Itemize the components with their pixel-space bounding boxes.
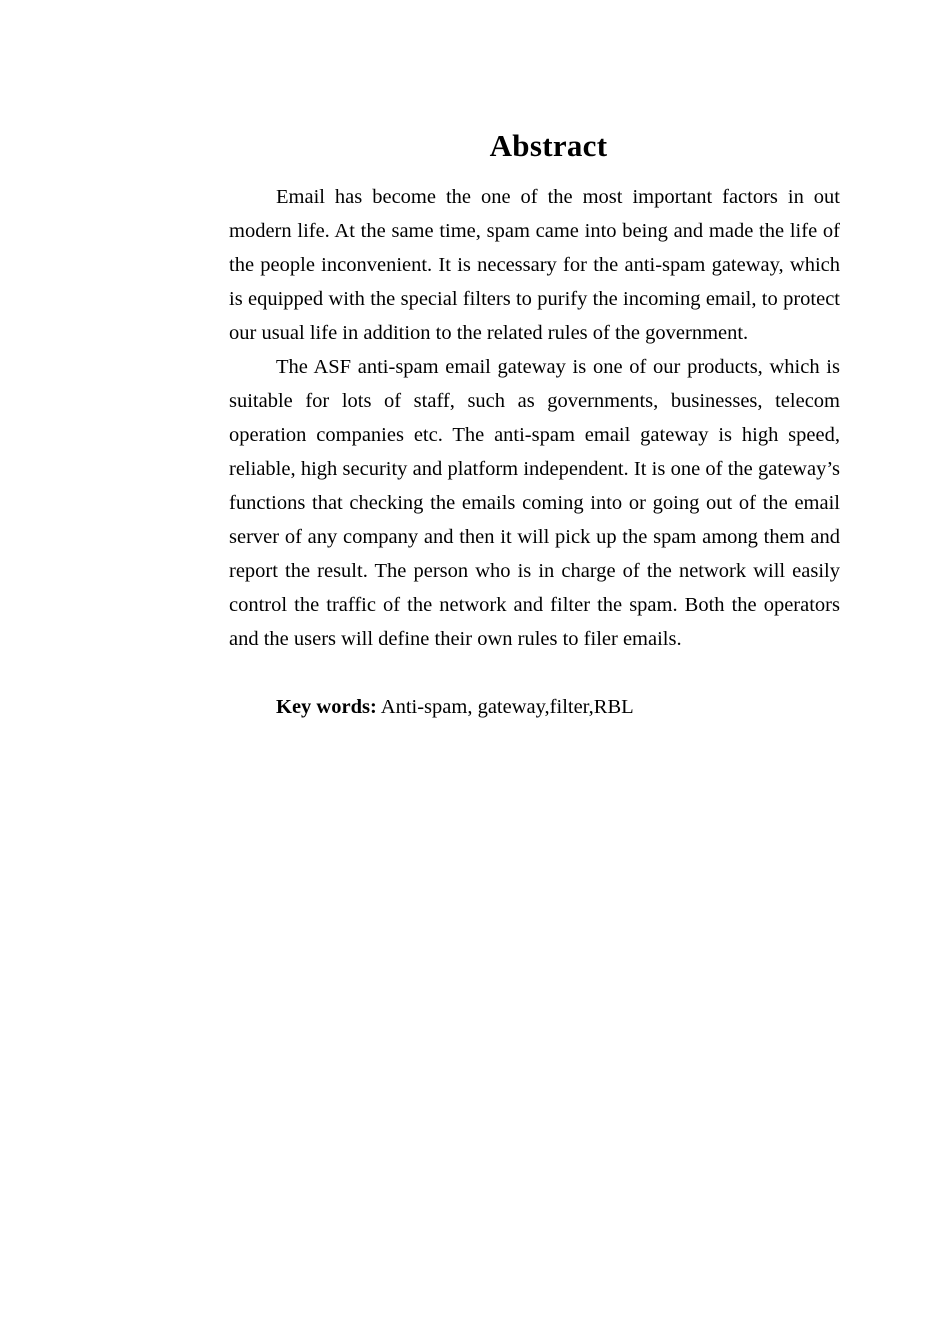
keywords-line (229, 690, 840, 724)
keywords-value: Anti-spam, gateway,filter,RBL (380, 696, 634, 718)
abstract-paragraph-1: Email has become the one of the most important factors in out modern life. At the same time, spam came into being and made the life of the people inconvenient. It is necessary for the anti-spam gateway, which is equipped with the special filters to purify the incoming email, to protect our usual life in addition to the related rules of the government. (229, 186, 840, 344)
abstract-page (229, 124, 840, 724)
abstract-paragraph-2: The ASF anti-spam email gateway is one of our products, which is suitable for lots of staff, such as governments, businesses, telecom operation companies etc. The anti-spam email gateway is high speed, reliable, high security and platform independent. It is one of the gateway’s functions that checking the emails coming into or going out of the email server of any company and then it will pick up the spam among them and report the result. The person who is in charge of the network will easily control the traffic of the network and filter the spam. Both the operators and the users will define their own rules to filer emails. (229, 356, 840, 650)
page-title: Abstract (489, 128, 608, 163)
keywords-label: Key words: (276, 696, 377, 718)
